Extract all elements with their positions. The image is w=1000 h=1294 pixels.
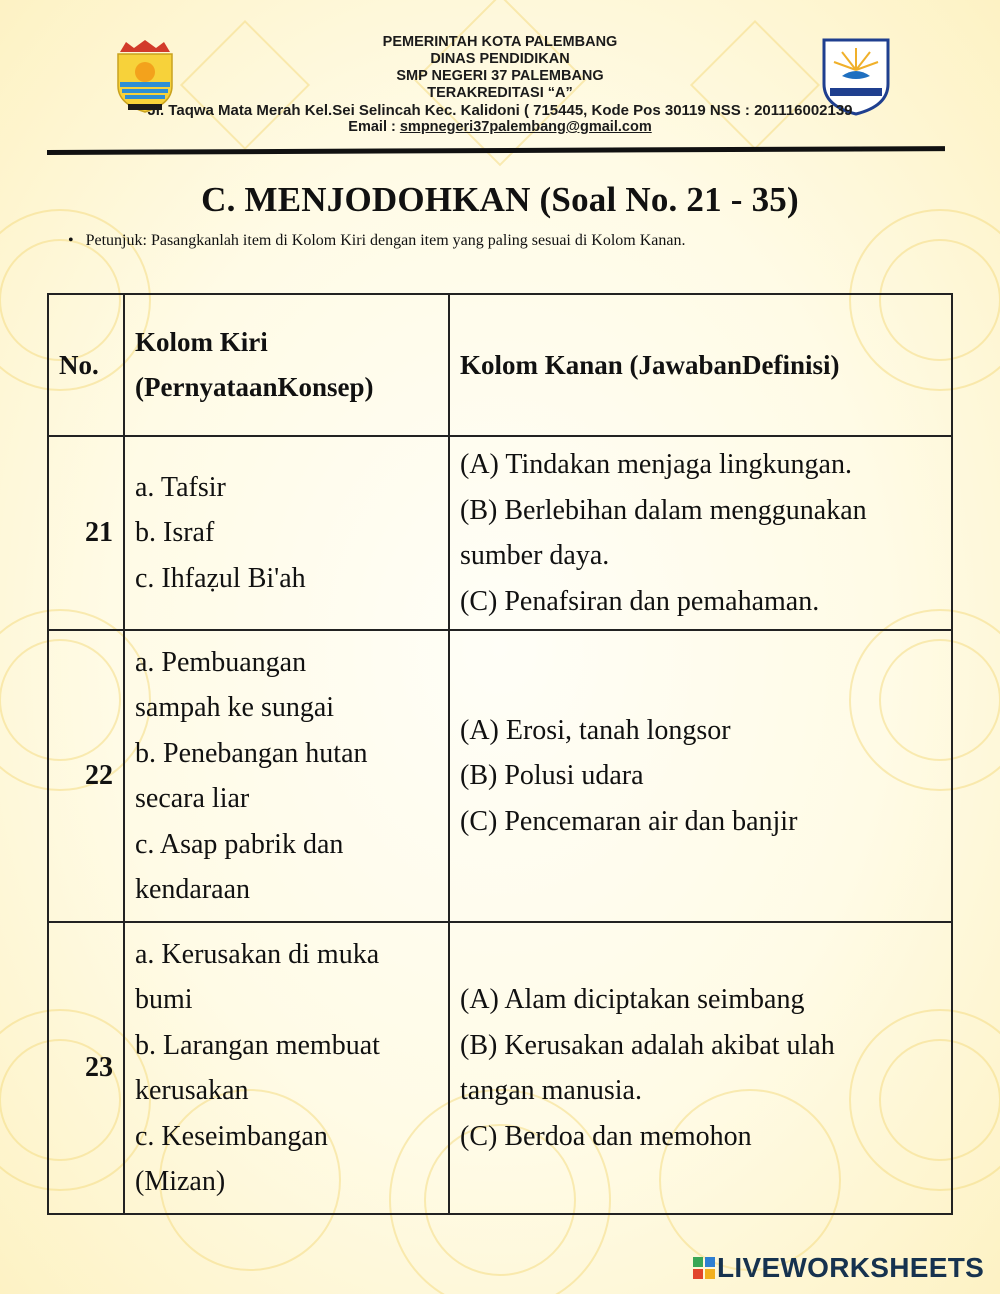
left-cell: a. Tafsir b. Israf c. Ihfaẓul Bi'ah xyxy=(124,436,449,630)
liveworksheets-icon xyxy=(693,1257,715,1279)
letterhead xyxy=(0,34,1000,136)
header-right-column: Kolom Kanan (JawabanDefinisi) xyxy=(449,294,952,436)
right-cell: (A) Alam diciptakan seimbang (B) Kerusakan adalah akibat ulah tangan manusia. (C) Berdoa dan memohon xyxy=(449,922,952,1214)
header-address: Jl. Taqwa Mata Merah Kel.Sei Selincah Kec. Kalidoni ( 715445, Kode Pos 30119 NSS : 201116002139 xyxy=(147,102,853,119)
header-email-line xyxy=(0,119,1000,136)
header-divider xyxy=(47,146,945,155)
liveworksheets-wordmark: LIVEWORKSHEETS xyxy=(717,1252,985,1283)
header-no: No. xyxy=(48,294,124,436)
email-link[interactable]: smpnegeri37palembang@gmail.com xyxy=(399,119,652,135)
row-number: 22 xyxy=(48,630,124,922)
table-header-row xyxy=(48,294,952,436)
liveworksheets-logo[interactable] xyxy=(693,1252,984,1284)
right-cell: (A) Tindakan menjaga lingkungan. (B) Berlebihan dalam menggunakan sumber daya. (C) Penafsiran dan pemahaman. xyxy=(449,436,952,630)
row-number: 23 xyxy=(48,922,124,1214)
instruction-text: • Petunjuk: Pasangkanlah item di Kolom Kiri dengan item yang paling sesuai di Kolom Kanan. xyxy=(68,232,686,250)
table-row xyxy=(48,630,952,922)
right-cell: (A) Erosi, tanah longsor (B) Polusi udara (C) Pencemaran air dan banjir xyxy=(449,630,952,922)
left-cell: a. Pembuangan sampah ke sungai b. Penebangan hutan secara liar c. Asap pabrik dan kendaraan xyxy=(124,630,449,922)
header-school: SMP NEGERI 37 PALEMBANG xyxy=(396,68,604,84)
header-left-column: Kolom Kiri (PernyataanKonsep) xyxy=(124,294,449,436)
table-row xyxy=(48,922,952,1214)
header-accreditation: TERAKREDITASI “A” xyxy=(427,85,573,101)
email-label: Email : xyxy=(348,119,396,135)
section-title: C. MENJODOHKAN (Soal No. 21 - 35) xyxy=(201,180,799,219)
table-row xyxy=(48,436,952,630)
header-department: DINAS PENDIDIKAN xyxy=(430,51,570,67)
row-number: 21 xyxy=(48,436,124,630)
left-cell: a. Kerusakan di muka bumi b. Larangan membuat kerusakan c. Keseimbangan (Mizan) xyxy=(124,922,449,1214)
header-government: PEMERINTAH KOTA PALEMBANG xyxy=(382,34,618,50)
matching-table xyxy=(47,293,953,1215)
